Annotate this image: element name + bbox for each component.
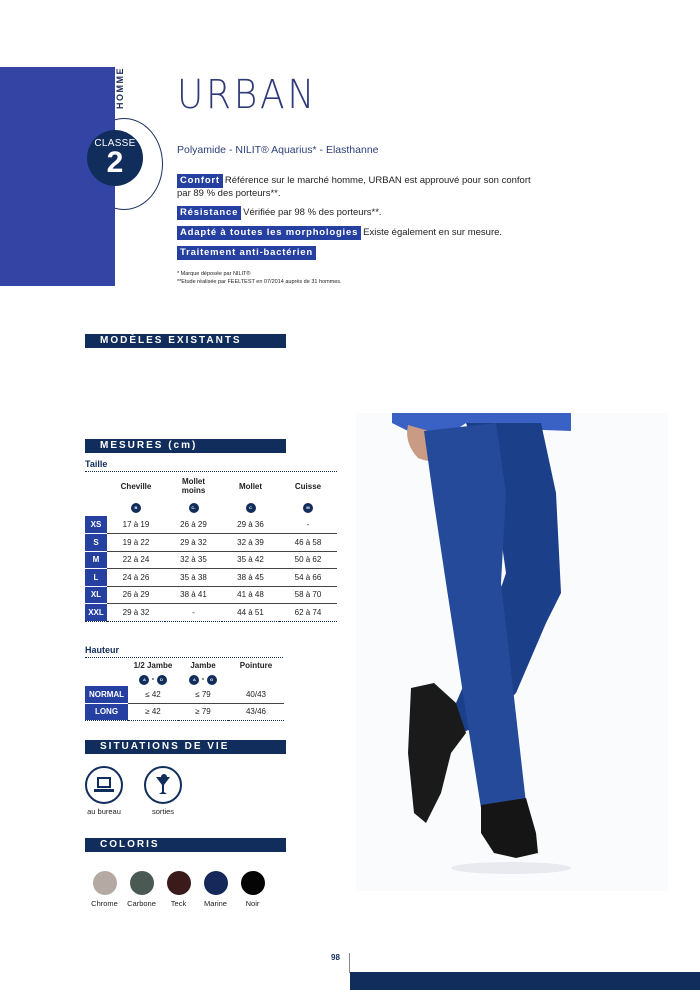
col-header: 1/2 Jambe xyxy=(133,661,173,670)
size-label: L xyxy=(85,569,107,587)
situation-item xyxy=(83,766,125,816)
height-table-header xyxy=(85,659,284,672)
cell: ≤ 42 xyxy=(128,686,178,703)
color-swatch xyxy=(93,871,117,895)
cell: 29 à 36 xyxy=(222,516,279,534)
cell: 38 à 45 xyxy=(222,569,279,587)
feature-tag: Confort xyxy=(177,174,223,188)
measure-point-badge: C xyxy=(246,503,256,513)
cell: 62 à 74 xyxy=(279,604,337,622)
measure-point-badge: C- xyxy=(189,503,199,513)
size-label: XS xyxy=(85,516,107,534)
cell: 41 à 48 xyxy=(222,586,279,604)
color-swatches xyxy=(86,871,271,908)
table-row xyxy=(85,534,337,552)
section-mesures: MESURES (cm) xyxy=(85,439,286,453)
class-label: CLASSE xyxy=(94,138,136,149)
size-table xyxy=(85,474,337,622)
measure-point-badge: D xyxy=(157,675,167,685)
col-label: Cuisse xyxy=(294,481,322,491)
color-option xyxy=(86,871,123,908)
cell: 24 à 26 xyxy=(107,569,165,587)
cell: 17 à 19 xyxy=(107,516,165,534)
color-option xyxy=(160,871,197,908)
color-swatch xyxy=(241,871,265,895)
product-title: URBAN xyxy=(177,72,317,118)
cell: ≥ 79 xyxy=(178,703,228,720)
feature-text: Existe également en sur mesure. xyxy=(363,227,503,238)
color-swatch xyxy=(130,871,154,895)
size-label: XXL xyxy=(85,604,107,622)
size-label: S xyxy=(85,534,107,552)
color-option xyxy=(123,871,160,908)
footer-bar xyxy=(350,972,700,990)
cell: 43/46 xyxy=(228,703,284,720)
situation-label: au bureau xyxy=(87,807,121,816)
feature-list xyxy=(177,174,537,266)
cell: 58 à 70 xyxy=(279,586,337,604)
section-coloris: COLORIS xyxy=(85,838,286,852)
cell: 35 à 38 xyxy=(165,569,222,587)
cell: 46 à 58 xyxy=(279,534,337,552)
cell: 38 à 41 xyxy=(165,586,222,604)
color-label: Carbone xyxy=(127,899,156,908)
footnote: * Marque déposée par NILIT® xyxy=(177,271,251,277)
height-table xyxy=(85,659,284,721)
measure-point-badge: G xyxy=(207,675,217,685)
product-photo xyxy=(356,413,668,891)
measure-point-badge: M xyxy=(303,503,313,513)
section-situations: SITUATIONS DE VIE xyxy=(85,740,286,754)
col-header xyxy=(165,474,222,498)
feature-confort xyxy=(177,174,537,200)
table-row xyxy=(85,551,337,569)
cocktail-icon xyxy=(144,766,182,804)
page-number: 98 xyxy=(331,953,340,962)
feature-tag: Adapté à toutes les morphologies xyxy=(177,226,361,240)
section-modeles: MODÈLES EXISTANTS xyxy=(85,334,286,348)
color-option xyxy=(197,871,234,908)
color-label: Chrome xyxy=(91,899,118,908)
measure-point-badge: B xyxy=(131,503,141,513)
cell: 19 à 22 xyxy=(107,534,165,552)
footnotes xyxy=(177,270,342,286)
cell: 22 à 24 xyxy=(107,551,165,569)
cell: 44 à 51 xyxy=(222,604,279,622)
height-label: NORMAL xyxy=(85,686,128,703)
cell: ≥ 42 xyxy=(128,703,178,720)
badge-row: A - D A - G xyxy=(85,672,284,686)
cell: 50 à 62 xyxy=(279,551,337,569)
product-composition: Polyamide - NILIT® Aquarius* - Elasthanne xyxy=(177,144,379,156)
category-label xyxy=(115,67,129,112)
class-number: 2 xyxy=(106,146,124,179)
col-label: Mollet moins xyxy=(181,477,206,495)
table-row xyxy=(85,686,284,703)
color-swatch xyxy=(204,871,228,895)
measure-point-badge: A xyxy=(139,675,149,685)
table-row xyxy=(85,586,337,604)
table-row xyxy=(85,569,337,587)
cell: - xyxy=(165,604,222,622)
taille-title: Taille xyxy=(85,459,108,469)
cell: 35 à 42 xyxy=(222,551,279,569)
feature-antibacterien xyxy=(177,246,537,260)
class-badge xyxy=(87,130,143,186)
color-option xyxy=(234,871,271,908)
cell: 40/43 xyxy=(228,686,284,703)
badge-row xyxy=(85,498,337,516)
col-header xyxy=(222,474,279,498)
situations-list xyxy=(83,766,184,816)
col-header xyxy=(107,474,165,498)
cell: ≤ 79 xyxy=(178,686,228,703)
col-header xyxy=(279,474,337,498)
cell: - xyxy=(279,516,337,534)
divider xyxy=(349,953,350,973)
feature-morphologies xyxy=(177,226,537,240)
table-row xyxy=(85,516,337,534)
cell: 29 à 32 xyxy=(107,604,165,622)
situation-label: sorties xyxy=(151,807,175,816)
feature-text: Référence sur le marché homme, URBAN est approuvé pour son confort par 89 % des porteurs**. xyxy=(177,175,531,199)
col-label: Cheville xyxy=(120,481,152,491)
color-label: Noir xyxy=(245,899,260,908)
feature-text: Vérifiée par 98 % des porteurs**. xyxy=(243,207,382,218)
col-label: Mollet xyxy=(238,481,263,491)
color-swatch xyxy=(167,871,191,895)
feature-tag: Traitement anti-bactérien xyxy=(177,246,316,260)
size-label: XL xyxy=(85,586,107,604)
col-header: Jambe xyxy=(190,661,216,670)
measure-point-badge: A xyxy=(189,675,199,685)
cell: 32 à 35 xyxy=(165,551,222,569)
cell: 32 à 39 xyxy=(222,534,279,552)
laptop-icon xyxy=(85,766,123,804)
size-label: M xyxy=(85,551,107,569)
table-row xyxy=(85,604,337,622)
hauteur-title: Hauteur xyxy=(85,645,120,655)
cell: 29 à 32 xyxy=(165,534,222,552)
table-row xyxy=(85,703,284,720)
footnote: **Etude réalisée par FEELTEST en 07/2014 auprès de 31 hommes. xyxy=(177,279,342,285)
cell: 26 à 29 xyxy=(165,516,222,534)
situation-item xyxy=(142,766,184,816)
category-text: HOMME xyxy=(115,67,125,109)
divider xyxy=(85,471,337,472)
color-label: Marine xyxy=(204,899,227,908)
color-label: Teck xyxy=(170,899,187,908)
height-label: LONG xyxy=(85,703,128,720)
size-table-header xyxy=(85,474,337,498)
col-header: Pointure xyxy=(239,661,273,670)
divider xyxy=(85,657,283,658)
cell: 54 à 66 xyxy=(279,569,337,587)
cell: 26 à 29 xyxy=(107,586,165,604)
feature-tag: Résistance xyxy=(177,206,241,220)
feature-resistance xyxy=(177,206,537,220)
